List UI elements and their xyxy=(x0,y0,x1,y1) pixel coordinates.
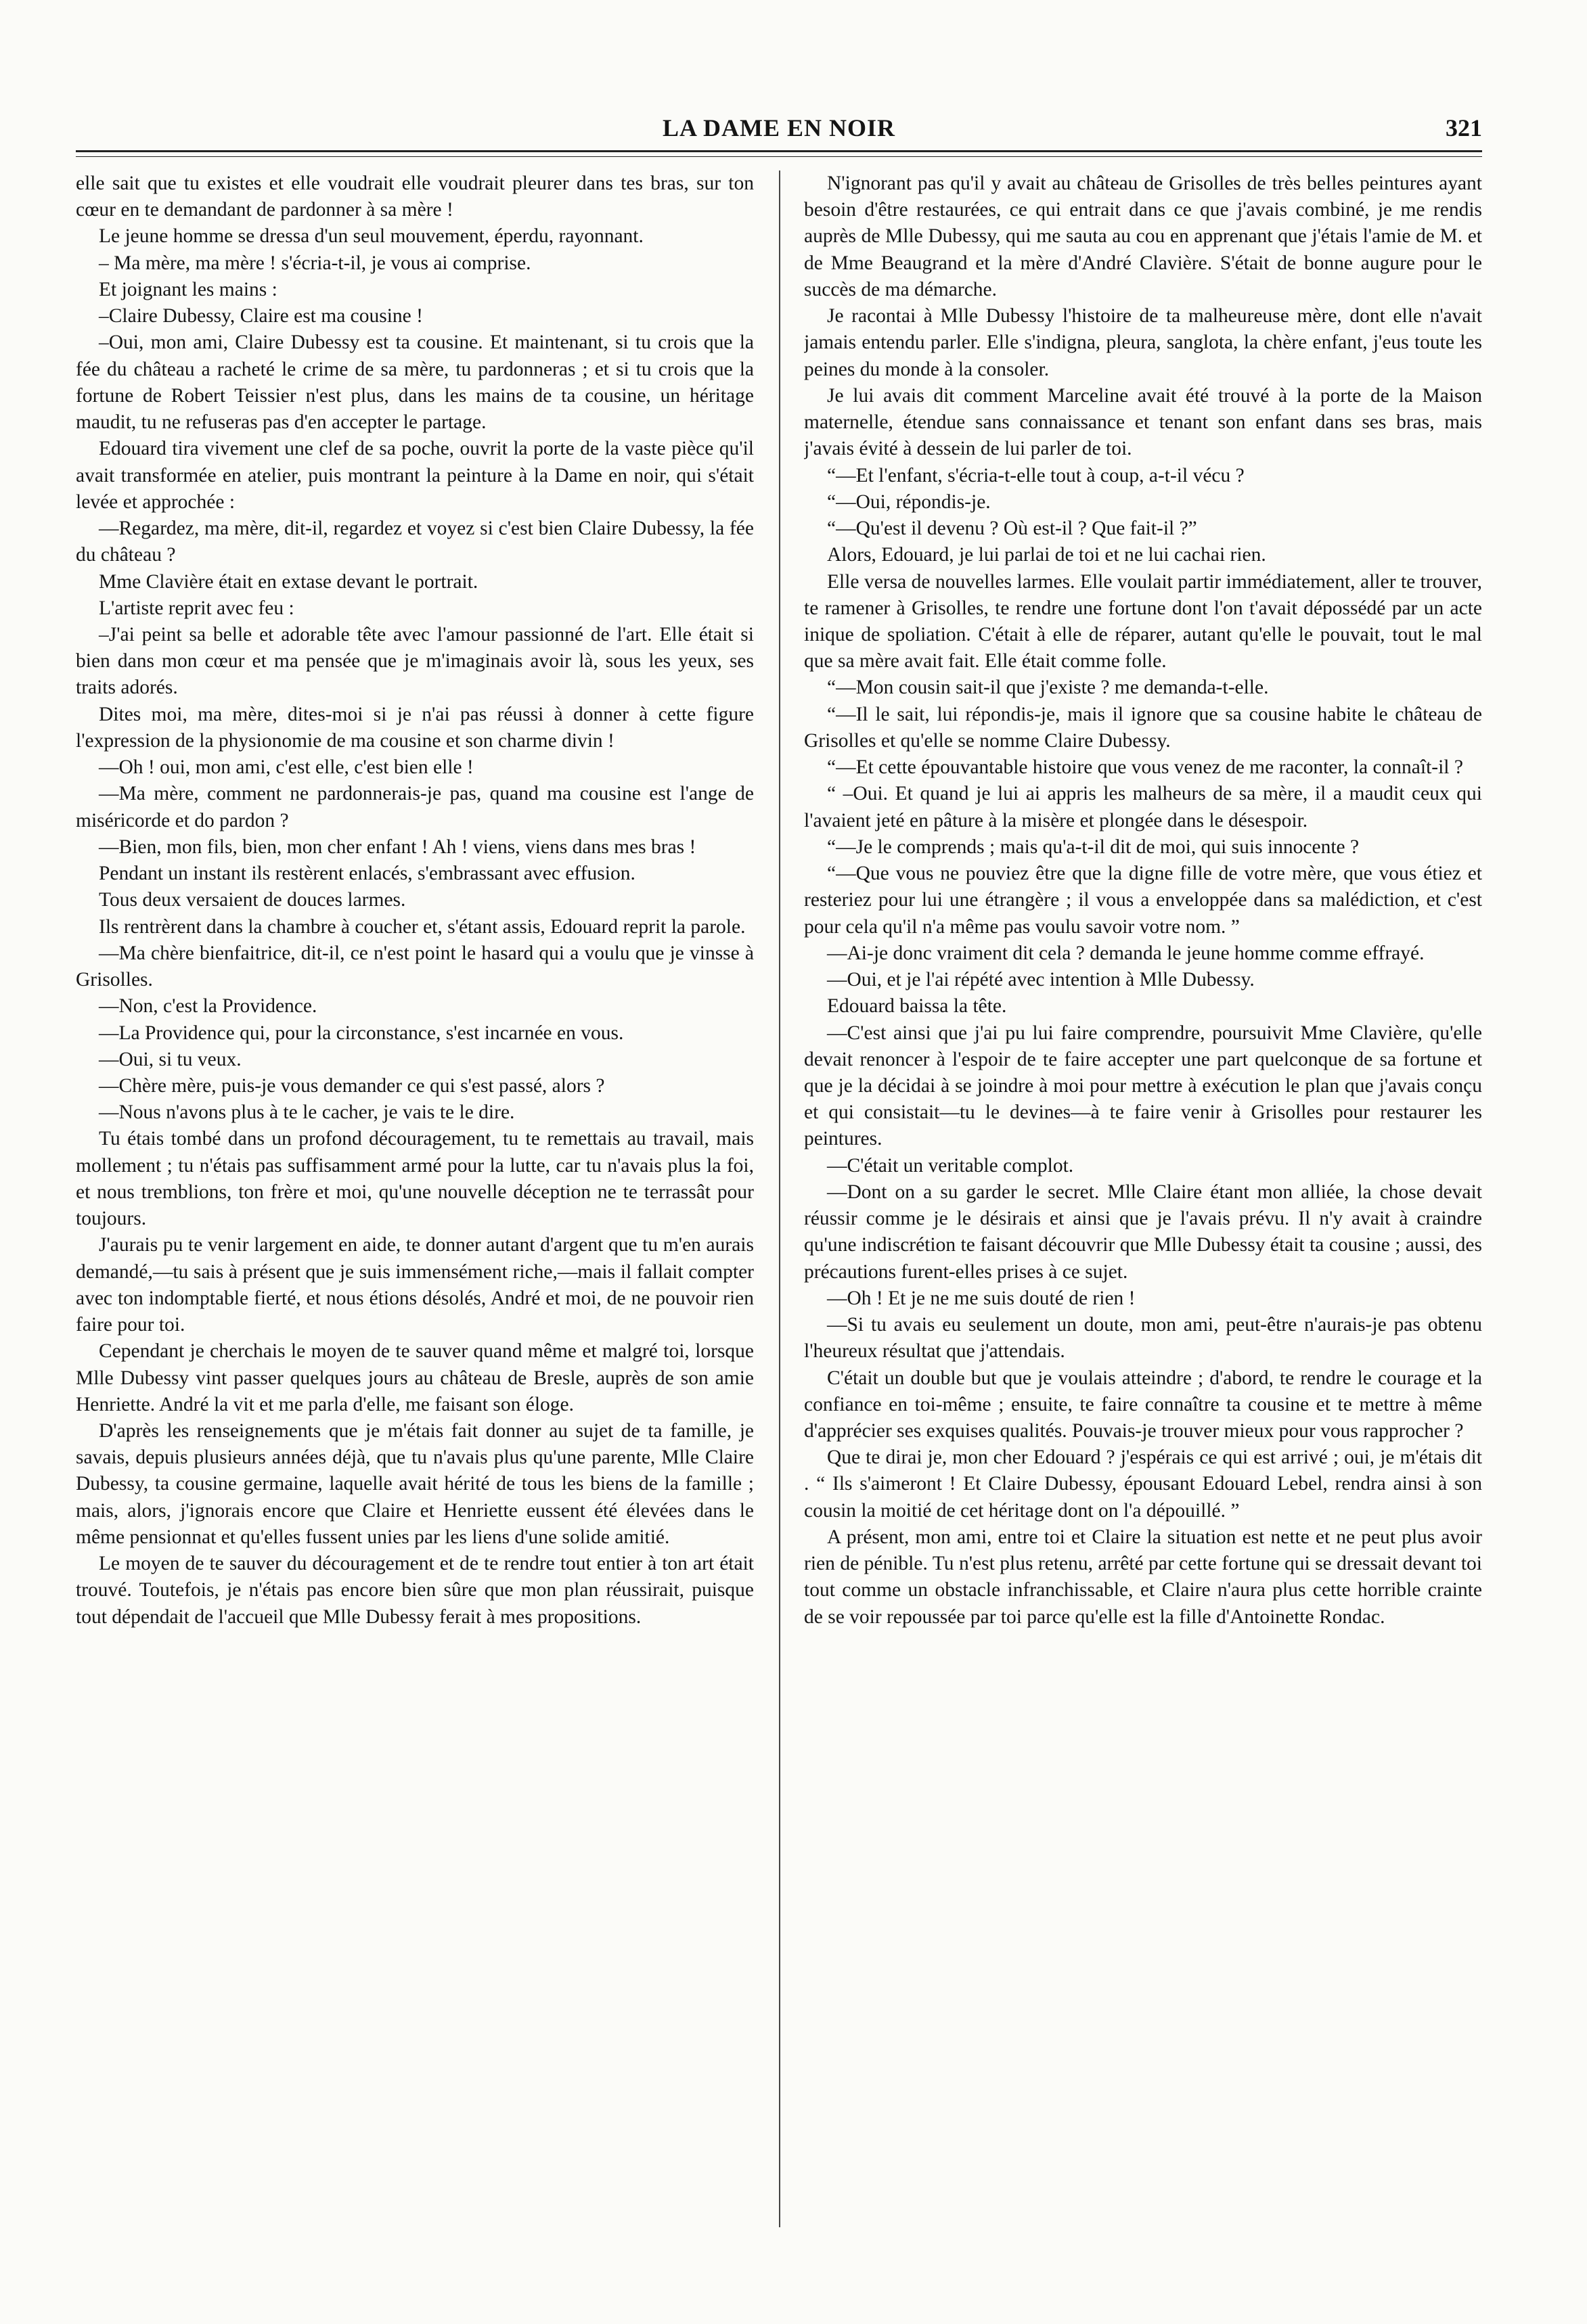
paragraph: —Ma chère bienfaitrice, dit-il, ce n'est point le hasard qui a voulu que je vinsse à Grisolles. xyxy=(76,942,754,991)
paragraph: Je lui avais dit comment Marceline avait été trouvé à la porte de la Maison maternelle, étendue sans connaissance et tenant son enfant dans ses bras, mais j'avais évité à dessein de lui parler de toi. xyxy=(804,384,1482,460)
paragraph: Le jeune homme se dressa d'un seul mouvement, éperdu, rayonnant. xyxy=(99,225,644,248)
paragraph: —Nous n'avons plus à te le cacher, je vais te le dire. xyxy=(99,1101,515,1124)
column-divider xyxy=(779,170,780,2227)
paragraph: “—Que vous ne pouviez être que la digne fille de votre mère, que vous étiez et resteriez pour lui une étrangère ; il vous a enveloppée dans sa malédiction, et c'est pour cela qu'il n'a même pas voulu savoir votre nom. ” xyxy=(804,863,1482,938)
paragraph: Elle versa de nouvelles larmes. Elle voulait partir immédiatement, aller te trouver, te ramener à Grisolles, te rendre une fortune dont l'on t'avait dépossédé par un acte inique de spoliation. C'était à elle de réparer, autant qu'elle le pouvait, tout le mal que sa mère avait fait. Elle était comme folle. xyxy=(804,570,1482,673)
paragraph: elle sait que tu existes et elle voudrait elle voudrait pleurer dans tes bras, sur ton cœur en te demandant de pardonner à sa mère ! xyxy=(76,173,754,221)
paragraph: —C'est ainsi que j'ai pu lui faire comprendre, poursuivit Mme Clavière, qu'elle devait renoncer à l'espoir de te faire accepter une part quelconque de sa fortune et que je la décidai à se joindre à moi pour mettre à exécution le plan que j'avais conçu et qui consistait—tu le devines—à te faire venir à Grisolles pour restaurer les peintures. xyxy=(804,1022,1482,1150)
paragraph: “—Et cette épouvantable histoire que vous venez de me raconter, la connaît-il ? xyxy=(827,756,1463,779)
page-header xyxy=(76,114,1482,146)
paragraph: Le moyen de te sauver du découragement et de te rendre tout entier à ton art était trouvé. Toutefois, je n'étais pas encore bien sûre que mon plan réussirait, puisque tout dépendait de l'accueil que Mlle Dubessy ferait à mes propositions. xyxy=(76,1553,754,1628)
paragraph: N'ignorant pas qu'il y avait au château de Grisolles de très belles peintures ayant besoin d'être restaurées, ce qui entrait dans ce que j'avais combiné, je me rendis auprès de Mlle Dubessy, qui me sauta au cou en apprenant que j'étais l'amie de M. et de Mme Beaugrand et la mère d'André Clavière. S'était de bonne augure pour le succès de ma démarche. xyxy=(804,173,1482,300)
paragraph: Pendant un instant ils restèrent enlacés, s'embrassant avec effusion. xyxy=(99,863,635,885)
paragraph: Edouard baissa la tête. xyxy=(827,995,1007,1018)
paragraph: —Si tu avais eu seulement un doute, mon ami, peut-être n'aurais-je pas obtenu l'heureux résultat que j'attendais. xyxy=(804,1314,1482,1363)
paragraph: —Dont on a su garder le secret. Mlle Claire étant mon alliée, la chose devait réussir comme je le désirais et ainsi que je l'avais prévu. Il n'y avait à craindre qu'une indiscrétion te faisant découvrir que Mlle Dubessy était ta cousine ; aussi, des précautions furent-elles prises à ce sujet. xyxy=(804,1181,1482,1283)
header-rule-thin xyxy=(76,156,1482,157)
paragraph: “—Et l'enfant, s'écria-t-elle tout à coup, a-t-il vécu ? xyxy=(827,464,1245,486)
paragraph: —Oui, si tu veux. xyxy=(99,1048,242,1070)
paragraph: Edouard tira vivement une clef de sa poche, ouvrit la porte de la vaste pièce qu'il avait transformée en atelier, puis montrant la peinture à la Dame en noir, qui s'était levée et approchée : xyxy=(76,438,754,513)
paragraph: —La Providence qui, pour la circonstance, s'est incarnée en vous. xyxy=(99,1022,624,1044)
paragraph: “—Je le comprends ; mais qu'a-t-il dit de moi, qui suis innocente ? xyxy=(827,836,1360,858)
paragraph: Mme Clavière était en extase devant le portrait. xyxy=(99,570,478,593)
paragraph: Tous deux versaient de douces larmes. xyxy=(99,889,406,911)
left-column xyxy=(76,170,754,2227)
paragraph: L'artiste reprit avec feu : xyxy=(99,597,294,619)
text-columns xyxy=(76,170,1482,2227)
paragraph: –Oui, mon ami, Claire Dubessy est ta cousine. Et maintenant, si tu crois que la fée du château a racheté le crime de sa mère, tu pardonneras ; et si tu crois que la fortune de Robert Teissier n'est plus, dans les mains de ta cousine, un héritage maudit, tu ne refuseras pas d'en accepter le partage. xyxy=(76,332,754,434)
paragraph: “—Oui, répondis-je. xyxy=(827,491,991,513)
running-title: LA DAME EN NOIR xyxy=(662,114,896,141)
paragraph: —Regardez, ma mère, dit-il, regardez et voyez si c'est bien Claire Dubessy, la fée du château ? xyxy=(76,518,754,566)
right-column xyxy=(804,170,1482,2227)
paragraph: Que te dirai je, mon cher Edouard ? j'espérais ce qui est arrivé ; oui, je m'étais dit . “ Ils s'aimeront ! Et Claire Dubessy, épousant Edouard Lebel, rendra ainsi à son cousin la moitié de cet héritage dont on l'a dépouillé. ” xyxy=(804,1446,1482,1522)
paragraph: Tu étais tombé dans un profond découragement, tu te remettais au travail, mais mollement ; tu n'étais pas suffisamment armé pour la lutte, car tu n'avais plus la foi, et nous tremblions, ton frère et moi, qu'une nouvelle déception ne te terrassât pour toujours. xyxy=(76,1128,754,1230)
paragraph: —Ma mère, comment ne pardonnerais-je pas, quand ma cousine est l'ange de miséricorde et do pardon ? xyxy=(76,783,754,831)
paragraph: C'était un double but que je voulais atteindre ; d'abord, te rendre le courage et la confiance en toi-même ; ensuite, te faire connaître ta cousine et te mettre à même d'apprécier ses exquises qualités. Pouvais-je trouver mieux pour vous rapprocher ? xyxy=(804,1367,1482,1442)
paragraph: A présent, mon ami, entre toi et Claire la situation est nette et ne peut plus avoir rien de pénible. Tu n'est plus retenu, arrêté par cette fortune qui se dressait devant toi tout comme un obstacle infranchissable, et Claire n'aura plus cette horrible crainte de se voir repoussée par toi parce qu'elle est la fille d'Antoinette Rondac. xyxy=(804,1526,1482,1628)
paragraph: Ils rentrèrent dans la chambre à coucher et, s'étant assis, Edouard reprit la parole. xyxy=(99,915,746,938)
paragraph: “—Il le sait, lui répondis-je, mais il ignore que sa cousine habite le château de Grisolles et qu'elle se nomme Claire Dubessy. xyxy=(804,703,1482,752)
paragraph: Cependant je cherchais le moyen de te sauver quand même et malgré toi, lorsque Mlle Dubessy vint passer quelques jours au château de Bresle, auprès de son amie Henriette. André la vit et me parla d'elle, me faisant son éloge. xyxy=(76,1340,754,1415)
header-rule-thick xyxy=(76,150,1482,152)
paragraph: “ –Oui. Et quand je lui ai appris les malheurs de sa mère, il a maudit ceux qui l'avaient jeté en pâture à la misère et plongée dans le désespoir. xyxy=(804,783,1482,831)
paragraph: Je racontai à Mlle Dubessy l'histoire de ta malheureuse mère, dont elle n'avait jamais entendu parler. Elle s'indigna, pleura, sanglota, la chère enfant, j'eus toute les peines du monde à la consoler. xyxy=(804,305,1482,380)
paragraph: “—Qu'est il devenu ? Où est-il ? Que fait-il ?” xyxy=(827,518,1197,540)
paragraph: Dites moi, ma mère, dites-moi si je n'ai pas réussi à donner à cette figure l'expression de la physionomie de ma cousine et son charme divin ! xyxy=(76,703,754,752)
paragraph: –J'ai peint sa belle et adorable tête avec l'amour passionné de l'art. Elle était si bien dans mon cœur et ma pensée que je m'imaginais avoir là, sous les yeux, ses traits adorés. xyxy=(76,623,754,699)
paragraph: “—Mon cousin sait-il que j'existe ? me demanda-t-elle. xyxy=(827,677,1269,699)
paragraph: —Bien, mon fils, bien, mon cher enfant ! Ah ! viens, viens dans mes bras ! xyxy=(99,836,696,858)
page-number: 321 xyxy=(1446,114,1482,141)
paragraph: —Ai-je donc vraiment dit cela ? demanda le jeune homme comme effrayé. xyxy=(827,942,1425,964)
paragraph: —Non, c'est la Providence. xyxy=(99,995,317,1018)
paragraph: —Oh ! Et je ne me suis douté de rien ! xyxy=(827,1287,1136,1309)
paragraph: J'aurais pu te venir largement en aide, te donner autant d'argent que tu m'en aurais demandé,—tu sais à présent que je suis immensément riche,—mais il fallait compter avec ton indomptable fierté, et nous étions désolés, André et moi, de ne pouvoir rien faire pour toi. xyxy=(76,1234,754,1336)
paragraph: –Claire Dubessy, Claire est ma cousine ! xyxy=(99,305,423,327)
paragraph: – Ma mère, ma mère ! s'écria-t-il, je vous ai comprise. xyxy=(99,252,531,274)
paragraph: Et joignant les mains : xyxy=(99,278,277,300)
paragraph: Alors, Edouard, je lui parlai de toi et ne lui cachai rien. xyxy=(827,544,1266,566)
paragraph: D'après les renseignements que je m'étais fait donner au sujet de ta famille, je savais, depuis plusieurs années déjà, que tu n'avais plus qu'une parente, Mlle Claire Dubessy, ta cousine germaine, laquelle avait hérité de tous les biens de la famille ; mais, alors, j'ignorais encore que Claire et Henriette eussent été élevées dans le même pensionnat et qu'elles fussent unies par les liens d'une solide amitié. xyxy=(76,1420,754,1548)
paragraph: —Chère mère, puis-je vous demander ce qui s'est passé, alors ? xyxy=(99,1074,605,1097)
paragraph: —C'était un veritable complot. xyxy=(827,1154,1074,1177)
paragraph: —Oh ! oui, mon ami, c'est elle, c'est bien elle ! xyxy=(99,756,474,779)
paragraph: —Oui, et je l'ai répété avec intention à Mlle Dubessy. xyxy=(827,969,1255,991)
